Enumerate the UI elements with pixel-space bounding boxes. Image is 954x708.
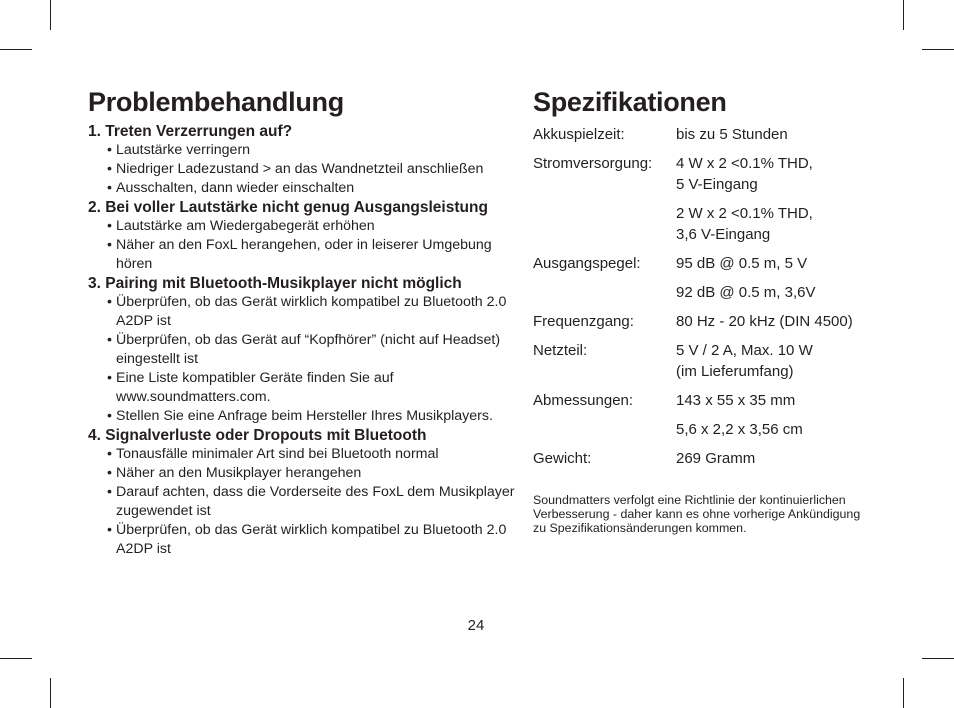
crop-mark: [0, 49, 32, 50]
list-item: • Niedriger Ladezustand > an das Wandnetzteil anschließen: [107, 160, 518, 179]
crop-mark: [922, 658, 954, 659]
crop-mark: [50, 678, 51, 708]
spec-row: [533, 253, 883, 274]
list-item: • Stellen Sie eine Anfrage beim Hersteller Ihres Musikplayers.: [107, 407, 518, 426]
list-item: • Überprüfen, ob das Gerät wirklich kompatibel zu Bluetooth 2.0 A2DP ist: [107, 293, 518, 331]
spec-value: [676, 419, 883, 440]
spec-label: Abmessungen:: [533, 392, 634, 409]
troubleshooting-column: [88, 86, 518, 559]
spec-label: Gewicht:: [533, 450, 592, 467]
spec-value: [676, 390, 883, 411]
spec-row: [533, 311, 883, 332]
list-item: • Überprüfen, ob das Gerät wirklich kompatibel zu Bluetooth 2.0 A2DP ist: [107, 521, 518, 559]
troubleshooting-title: Problembehandlung: [88, 87, 344, 117]
list-item: • Lautstärke verringern: [107, 141, 518, 160]
list-item: • Tonausfälle minimaler Art sind bei Bluetooth normal: [107, 445, 518, 464]
spec-value: [676, 311, 883, 332]
specifications-title: Spezifikationen: [533, 87, 727, 117]
spec-row: [533, 340, 883, 382]
spec-value: [676, 448, 883, 469]
list-item: • Näher an den FoxL herangehen, oder in leiserer Umgebung hören: [107, 236, 518, 274]
spec-label: Netzteil:: [533, 342, 588, 359]
spec-value-line: 5 V-Eingang: [676, 176, 758, 193]
spec-value-line: bis zu 5 Stunden: [676, 126, 788, 143]
list-item: • Eine Liste kompatibler Geräte finden Sie auf www.soundmatters.com.: [107, 369, 518, 407]
spec-label: [533, 282, 676, 303]
spec-disclaimer-note: Soundmatters verfolgt eine Richtlinie der kontinuierlichen Verbesserung - daher kann es ohne vorherige Ankündigung zu Spezifikationsänderungen kommen.: [533, 493, 861, 535]
troubleshooting-section: [88, 274, 518, 426]
bullet-list: [88, 293, 518, 426]
list-item: • Überprüfen, ob das Gerät auf “Kopfhörer” (nicht auf Headset) eingestellt ist: [107, 331, 518, 369]
list-item: • Lautstärke am Wiedergabegerät erhöhen: [107, 217, 518, 236]
spec-row: [533, 390, 883, 411]
spec-value: [676, 124, 883, 145]
troubleshooting-section: [88, 426, 518, 559]
crop-mark: [903, 0, 904, 30]
spec-value-line: 143 x 55 x 35 mm: [676, 392, 796, 409]
section-heading: 2. Bei voller Lautstärke nicht genug Ausgangsleistung: [88, 199, 488, 216]
spec-label: Ausgangspegel:: [533, 255, 641, 272]
specifications-column: [533, 86, 883, 547]
spec-row: [533, 124, 883, 145]
spec-value-line: 92 dB @ 0.5 m, 3,6V: [676, 284, 816, 301]
troubleshooting-section: [88, 198, 518, 274]
crop-mark: [50, 0, 51, 30]
list-item: • Näher an den Musikplayer herangehen: [107, 464, 518, 483]
crop-mark: [922, 49, 954, 50]
spec-label: Frequenzgang:: [533, 313, 634, 330]
spec-value-line: 80 Hz - 20 kHz (DIN 4500): [676, 313, 853, 330]
spec-row: [533, 419, 883, 440]
spec-value: [676, 153, 883, 195]
spec-value-line: 4 W x 2 <0.1% THD,: [676, 155, 813, 172]
spec-value-line: 5 V / 2 A, Max. 10 W: [676, 342, 813, 359]
bullet-list: [88, 217, 518, 274]
spec-row: [533, 153, 883, 195]
section-heading: 1. Treten Verzerrungen auf?: [88, 123, 293, 140]
spec-label: Akkuspielzeit:: [533, 126, 625, 143]
spec-row: [533, 282, 883, 303]
spec-value-line: 3,6 V-Eingang: [676, 226, 771, 243]
spec-label: Stromversorgung:: [533, 155, 653, 172]
section-heading: 4. Signalverluste oder Dropouts mit Bluetooth: [88, 427, 427, 444]
bullet-list: [88, 445, 518, 559]
spec-value: [676, 282, 883, 303]
spec-value-line: 5,6 x 2,2 x 3,56 cm: [676, 421, 803, 438]
spec-row: [533, 203, 883, 245]
spec-label: [533, 419, 676, 440]
troubleshooting-section: [88, 122, 518, 198]
bullet-list: [88, 141, 518, 198]
page-number: 24: [467, 617, 485, 634]
spec-value-line: 269 Gramm: [676, 450, 756, 467]
spec-value-line: 2 W x 2 <0.1% THD,: [676, 205, 813, 222]
section-heading: 3. Pairing mit Bluetooth-Musikplayer nicht möglich: [88, 275, 462, 292]
spec-value-line: (im Lieferumfang): [676, 363, 794, 380]
spec-value: [676, 203, 883, 245]
spec-value-line: 95 dB @ 0.5 m, 5 V: [676, 255, 808, 272]
crop-mark: [903, 678, 904, 708]
list-item: • Ausschalten, dann wieder einschalten: [107, 179, 518, 198]
list-item: • Darauf achten, dass die Vorderseite des FoxL dem Musikplayer zugewendet ist: [107, 483, 518, 521]
spec-value: [676, 340, 883, 382]
spec-value: [676, 253, 883, 274]
spec-label: [533, 203, 676, 245]
crop-mark: [0, 658, 32, 659]
spec-row: [533, 448, 883, 469]
